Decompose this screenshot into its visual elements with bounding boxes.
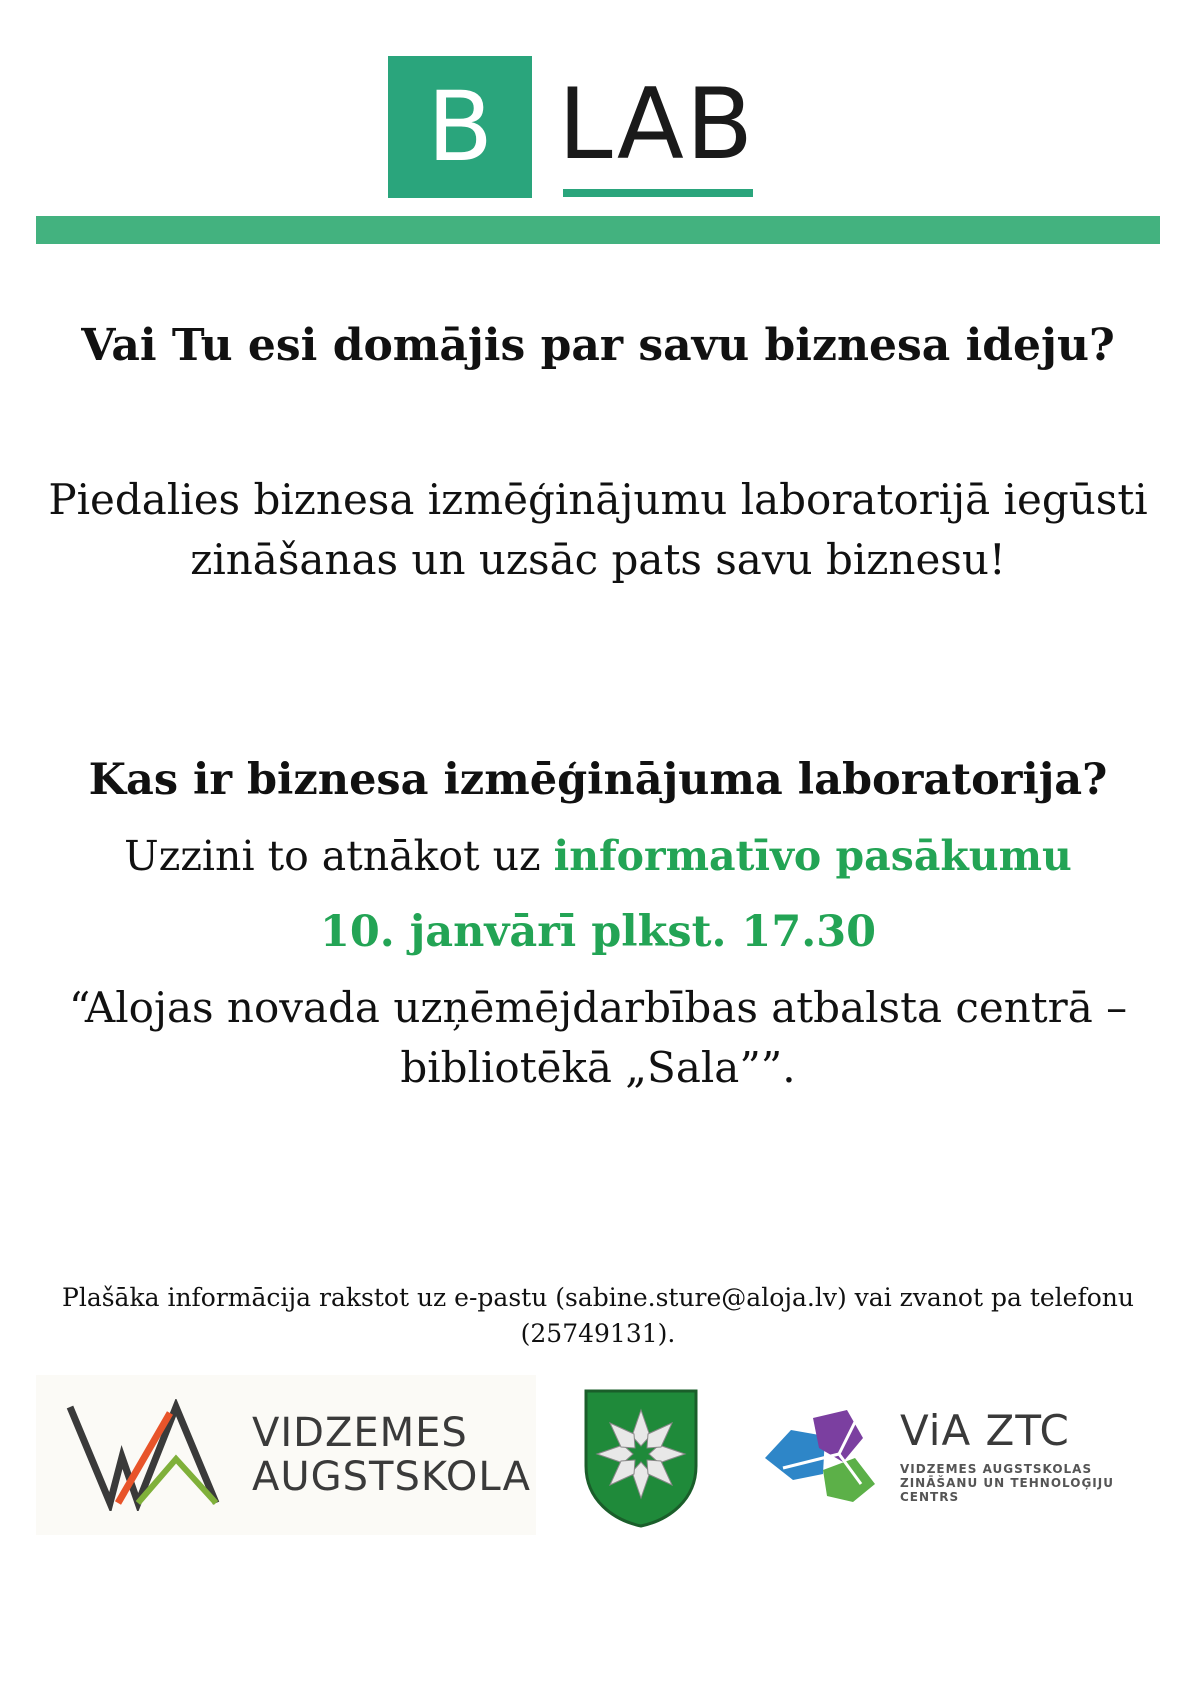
invite-prefix: Uzzini to atnākot uz [124,832,554,880]
intro-line-2: zināšanas un uzsāc pats savu biznesu! [190,535,1006,584]
va-line-2: AUGSTSKOLA [252,1454,531,1500]
via-mark-icon [66,1399,226,1511]
via-ztc-mark-icon [763,1408,893,1504]
lab-question: Kas ir biznesa izmēģinājuma laboratorija? [88,755,1108,805]
vidzemes-augstskola-logo [36,1375,536,1535]
intro-line-1: Piedalies biznesa izmēģinājumu laboratorijā iegūsti [48,475,1148,524]
ztc-sub-line-3: CENTRS [900,1490,960,1504]
logo-underline [563,189,753,197]
location-line-1: “Alojas novada uzņēmējdarbības atbalsta centrā – [68,983,1128,1032]
contact-info [36,1280,1160,1352]
ztc-sub-line-1: VIDZEMES AUGSTSKOLAS [900,1462,1093,1476]
event-location [36,978,1160,1098]
logo-box [388,56,532,198]
va-line-1: VIDZEMES [252,1410,468,1456]
logo-letter: B [427,71,493,183]
ztc-sub-line-2: ZINĀŠANU UN TEHNOLOĢIJU [900,1476,1114,1490]
via-ztc-title: ViA ZTC [900,1406,1070,1455]
contact-line-2: (25749131). [520,1319,676,1348]
intro-paragraph [36,470,1160,590]
location-line-2: bibliotēkā „Sala””. [400,1043,796,1092]
contact-line-1: Plašāka informācija rakstot uz e-pastu (sabine.sture@aloja.lv) vai zvanot pa telefonu [62,1283,1134,1312]
invite-highlight: informatīvo pasākumu [553,832,1072,880]
event-datetime: 10. janvārī plkst. 17.30 [319,907,877,957]
headline-question: Vai Tu esi domājis par savu biznesa ideju? [81,320,1115,371]
blab-logo [388,56,758,201]
invite-line [36,828,1160,884]
via-ztc-subtitle [900,1462,1114,1504]
header-divider [36,216,1160,244]
logo-word: LAB [558,68,756,182]
aloja-coat-of-arms-icon [583,1388,699,1528]
vidzemes-augstskola-wordmark [252,1411,531,1499]
